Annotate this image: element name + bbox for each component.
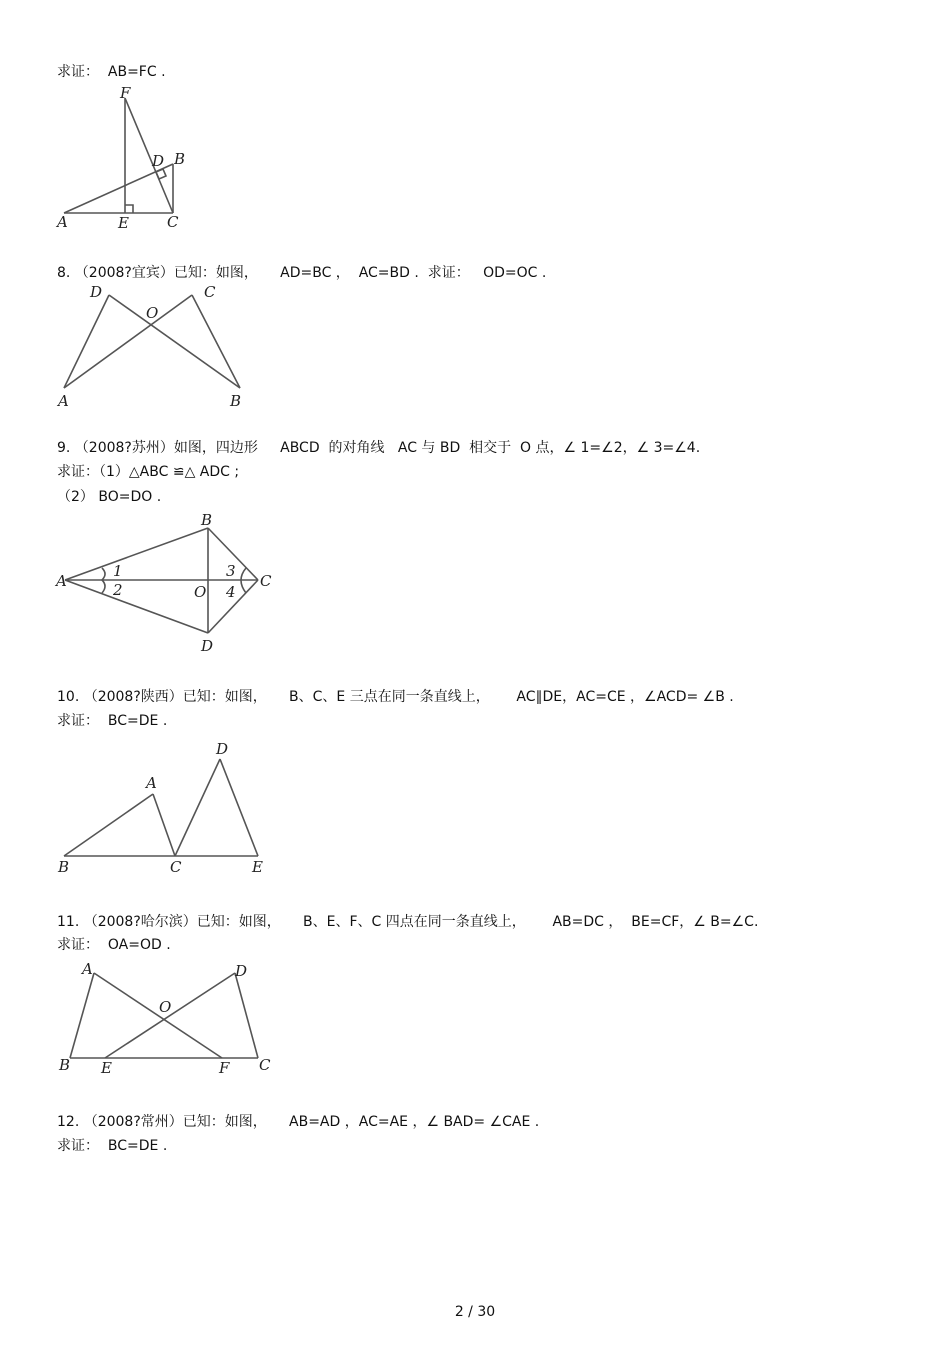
fig9-label-2: 2 xyxy=(113,581,123,599)
fig7-label-f: F xyxy=(120,85,131,102)
fig7-right-angle-e xyxy=(125,205,133,213)
fig11-label-e: E xyxy=(101,1059,112,1077)
fig8-line-cb xyxy=(192,295,240,388)
fig9-angle-arc-1 xyxy=(102,568,105,580)
fig11-line-dc xyxy=(235,973,258,1058)
problem9-prove-1: 求证：（1）△ABC ≌△ ADC ; xyxy=(57,464,240,480)
problem11-prove: 求证： OA=OD . xyxy=(57,937,171,953)
problem10-prove: 求证： BC=DE . xyxy=(57,713,168,729)
fig9-label-4: 4 xyxy=(226,583,236,601)
figure-10 xyxy=(50,735,280,880)
figure-11 xyxy=(50,958,280,1083)
fig10-label-b: B xyxy=(58,858,70,876)
fig7-label-d: D xyxy=(152,152,165,170)
fig10-line-ac xyxy=(153,794,175,856)
fig11-label-a: A xyxy=(82,960,93,978)
fig10-line-ba xyxy=(64,794,153,856)
fig8-label-b: B xyxy=(230,392,242,410)
fig9-label-a: A xyxy=(56,572,67,590)
fig9-label-d: D xyxy=(201,637,214,655)
fig8-label-a: A xyxy=(58,392,69,410)
fig9-label-c: C xyxy=(260,572,272,590)
fig11-label-f: F xyxy=(219,1059,230,1077)
fig11-label-o: O xyxy=(159,998,172,1016)
fig9-line-ad xyxy=(65,580,208,633)
fig7-line-fc xyxy=(125,98,173,213)
fig7-label-e: E xyxy=(118,214,129,232)
fig8-line-ad xyxy=(64,295,109,388)
problem12-title: 12. （2008?常州）已知：如图， AB=AD ，AC=AE ，∠ BAD= ∠CAE . xyxy=(57,1114,540,1130)
problem7-prove: 求证： AB=FC . xyxy=(57,64,166,80)
figure-9 xyxy=(50,508,290,658)
fig11-label-d: D xyxy=(235,962,248,980)
fig8-label-d: D xyxy=(90,283,103,301)
fig9-label-b: B xyxy=(201,511,213,529)
problem9-title: 9. （2008?苏州）如图，四边形 ABCD 的对角线 AC 与 BD 相交于 O 点，∠ 1=∠2，∠ 3=∠4. xyxy=(57,440,701,456)
fig8-label-c: C xyxy=(204,283,216,301)
fig10-label-d: D xyxy=(216,740,229,758)
problem12-prove: 求证： BC=DE . xyxy=(57,1138,168,1154)
fig10-line-de xyxy=(220,759,258,856)
fig11-line-ba xyxy=(70,973,94,1058)
fig9-line-ab xyxy=(65,528,208,580)
fig9-label-o: O xyxy=(194,583,207,601)
fig11-label-b: B xyxy=(59,1056,71,1074)
fig10-label-c: C xyxy=(170,858,182,876)
fig10-label-e: E xyxy=(252,858,263,876)
fig7-right-angle-d xyxy=(156,169,166,179)
fig7-label-a: A xyxy=(57,213,68,231)
problem8-title: 8. （2008?宜宾）已知：如图， AD=BC ， AC=BD . 求证： OD=OC . xyxy=(57,265,547,281)
problem9-prove-2: （2） BO=DO . xyxy=(57,489,162,505)
fig9-label-1: 1 xyxy=(113,562,123,580)
page-number: 2 / 30 xyxy=(454,1304,496,1320)
fig8-label-o: O xyxy=(146,304,159,322)
fig11-line-af xyxy=(94,973,222,1058)
fig10-line-cd xyxy=(175,759,220,856)
figure-8 xyxy=(50,280,260,410)
fig9-angle-arc-2 xyxy=(102,580,105,593)
problem10-title: 10. （2008?陕西）已知：如图， B、C、E 三点在同一条直线上， AC∥DE，AC=CE ，∠ACD= ∠B . xyxy=(57,689,734,705)
fig10-label-a: A xyxy=(146,774,157,792)
problem11-title: 11. （2008?哈尔滨）已知：如图， B、E、F、C 四点在同一条直线上， AB=DC ， BE=CF，∠ B=∠C. xyxy=(57,914,759,930)
fig9-label-3: 3 xyxy=(226,562,236,580)
fig7-label-b: B xyxy=(174,150,186,168)
fig11-label-c: C xyxy=(259,1056,271,1074)
fig7-label-c: C xyxy=(167,213,179,231)
figure-7 xyxy=(50,85,210,235)
